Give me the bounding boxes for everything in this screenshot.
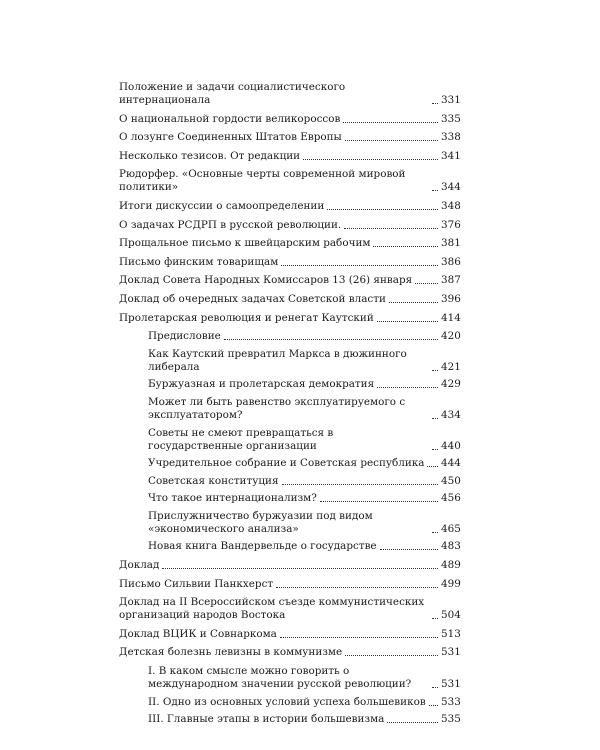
toc-entry: [119, 578, 459, 591]
toc-entry: [119, 559, 459, 572]
toc-entry-page: 465: [441, 522, 461, 535]
dot-leader: [224, 338, 438, 340]
toc-entry-title: О национальной гордости великороссов: [119, 112, 341, 125]
dot-leader: [303, 158, 438, 160]
dot-leader: [320, 500, 438, 502]
toc-entry-title: III. Главные этапы в истории большевизма: [148, 713, 385, 726]
toc-entry-page: 335: [441, 112, 461, 125]
toc-entry-title: Новая книга Вандервельде о государстве: [148, 540, 377, 553]
toc-entry: [119, 596, 459, 622]
toc-entry-page: 504: [441, 609, 461, 622]
table-of-contents: [119, 81, 459, 731]
toc-entry-page: 341: [441, 149, 461, 162]
toc-entry-page: 348: [441, 199, 461, 212]
toc-entry-title: Советская конституция: [148, 474, 279, 487]
toc-entry-page: 331: [441, 94, 461, 106]
dot-leader: [280, 636, 438, 638]
toc-subentry: [148, 713, 459, 726]
dot-leader: [377, 386, 438, 388]
toc-entry: [119, 131, 459, 144]
toc-entry-page: 513: [441, 627, 461, 640]
toc-entry: [119, 219, 459, 232]
toc-subentry: [148, 665, 459, 691]
toc-entry-title: Доклад Совета Народных Комиссаров 13 (26) января: [119, 274, 413, 287]
dot-leader: [281, 264, 438, 266]
toc-entry-page: 456: [441, 492, 461, 505]
toc-entry: [119, 274, 459, 287]
toc-entry-page: 533: [441, 695, 461, 708]
dot-leader: [432, 686, 438, 688]
toc-entry-title: Доклад на II Всероссийском съезде коммунистических организаций народов Востока: [119, 596, 425, 622]
toc-entry: [119, 646, 459, 659]
toc-subentry: [148, 475, 459, 488]
toc-entry: [119, 628, 459, 641]
toc-entry-title: Учредительное собрание и Советская республика: [148, 457, 425, 470]
toc-subentry: [148, 540, 459, 553]
dot-leader: [344, 227, 438, 229]
toc-entry-title: Пролетарская революция и ренегат Каутский: [119, 311, 374, 324]
dot-leader: [432, 531, 438, 533]
toc-entry-title: Буржуазная и пролетарская демократия: [148, 378, 375, 391]
toc-subentry: [148, 510, 459, 536]
toc-entry: [119, 150, 459, 163]
dot-leader: [373, 245, 438, 247]
toc-entry-page: 429: [441, 378, 461, 391]
toc-entry-title: Прислужничество буржуазии под видом «экономического анализа»: [148, 509, 373, 535]
toc-entry-page: 434: [441, 408, 461, 421]
toc-entry-page: 531: [441, 678, 461, 691]
toc-entry: [119, 312, 459, 325]
toc-entry-title: I. В каком смысле можно говорить о международном значении русской революции?: [148, 665, 412, 691]
toc-entry: [119, 81, 459, 107]
toc-entry-page: 450: [441, 474, 461, 487]
toc-subentry: [148, 427, 459, 453]
dot-leader: [415, 282, 438, 284]
toc-entry-page: 499: [441, 577, 461, 590]
dot-leader: [377, 320, 438, 322]
toc-entry-title: О задачах РСДРП в русской революции.: [119, 218, 342, 231]
dot-leader: [432, 417, 438, 419]
toc-entry-title: II. Одно из основных условий успеха большевиков: [148, 695, 426, 708]
toc-entry-title: Что такое интернационализм?: [148, 492, 317, 505]
dot-leader: [345, 139, 438, 141]
dot-leader: [429, 704, 438, 706]
toc-entry-title: Доклад об очередных задачах Советской власти: [119, 292, 386, 305]
toc-entry-page: 376: [441, 218, 461, 231]
dot-leader: [282, 483, 438, 485]
toc-entry-page: 489: [441, 559, 461, 572]
toc-entry: [119, 168, 459, 194]
toc-entry-title: Прощальное письмо к швейцарским рабочим: [119, 237, 371, 250]
toc-entry-title: Письмо финским товарищам: [119, 255, 279, 268]
toc-entry: [119, 237, 459, 250]
toc-entry-page: 396: [441, 292, 461, 305]
toc-entry-title: Положение и задачи социалистического интернационала: [119, 81, 346, 106]
toc-entry-title: Письмо Сильвии Панкхерст: [119, 577, 274, 590]
toc-entry-title: Доклад: [119, 559, 160, 572]
toc-entry-page: 444: [441, 457, 461, 470]
toc-entry-page: 535: [441, 713, 461, 726]
toc-subentry: [148, 378, 459, 391]
toc-entry: [119, 200, 459, 213]
toc-subentry: [148, 330, 459, 343]
toc-entry-title: Доклад ВЦИК и Совнаркома: [119, 627, 277, 640]
toc-entry-title: Предисловие: [148, 330, 221, 343]
dot-leader: [276, 586, 438, 588]
toc-entry-title: О лозунге Соединенных Штатов Европы: [119, 131, 342, 144]
toc-entry-page: 338: [441, 131, 461, 144]
toc-entry-title: Рюдорфер. «Основные черты современной мировой политики»: [119, 168, 406, 194]
dot-leader: [345, 654, 438, 656]
toc-entry-page: 440: [441, 439, 461, 452]
toc-subentry: [148, 457, 459, 470]
toc-entry-title: Итоги дискуссии о самоопределении: [119, 199, 325, 212]
toc-entry-title: Детская болезнь левизны в коммунизме: [119, 646, 343, 659]
toc-entry-page: 483: [441, 540, 461, 553]
toc-entry-title: Советы не смеют превращаться в государственные организации: [148, 426, 334, 452]
dot-leader: [432, 369, 438, 371]
toc-entry: [119, 113, 459, 126]
toc-entry-page: 420: [441, 330, 461, 343]
toc-entry-page: 344: [441, 181, 461, 194]
toc-entry-page: 381: [441, 237, 461, 250]
toc-entry-page: 386: [441, 255, 461, 268]
toc-entry-page: 421: [441, 360, 461, 373]
dot-leader: [427, 465, 438, 467]
toc-entry-page: 531: [441, 646, 461, 659]
toc-entry-title: Может ли быть равенство эксплуатируемого с эксплуататором?: [148, 395, 406, 421]
toc-entry: [119, 256, 459, 269]
toc-entry-title: Как Каутский превратил Маркса в дюжинного либерала: [148, 347, 407, 373]
toc-subentry: [148, 396, 459, 422]
dot-leader: [387, 721, 438, 723]
toc-subentry: [148, 492, 459, 505]
toc-entry-title: Несколько тезисов. От редакции: [119, 149, 301, 162]
dot-leader: [380, 548, 438, 550]
toc-subentry: [148, 696, 459, 709]
dot-leader: [432, 617, 438, 619]
dot-leader: [432, 448, 438, 450]
toc-entry: [119, 293, 459, 306]
dot-leader: [327, 208, 438, 210]
dot-leader: [432, 102, 438, 104]
toc-entry-page: 414: [441, 311, 461, 324]
toc-entry-page: 387: [441, 274, 461, 287]
dot-leader: [162, 567, 438, 569]
toc-subentry: [148, 348, 459, 374]
dot-leader: [432, 189, 438, 191]
dot-leader: [389, 301, 438, 303]
dot-leader: [343, 121, 438, 123]
